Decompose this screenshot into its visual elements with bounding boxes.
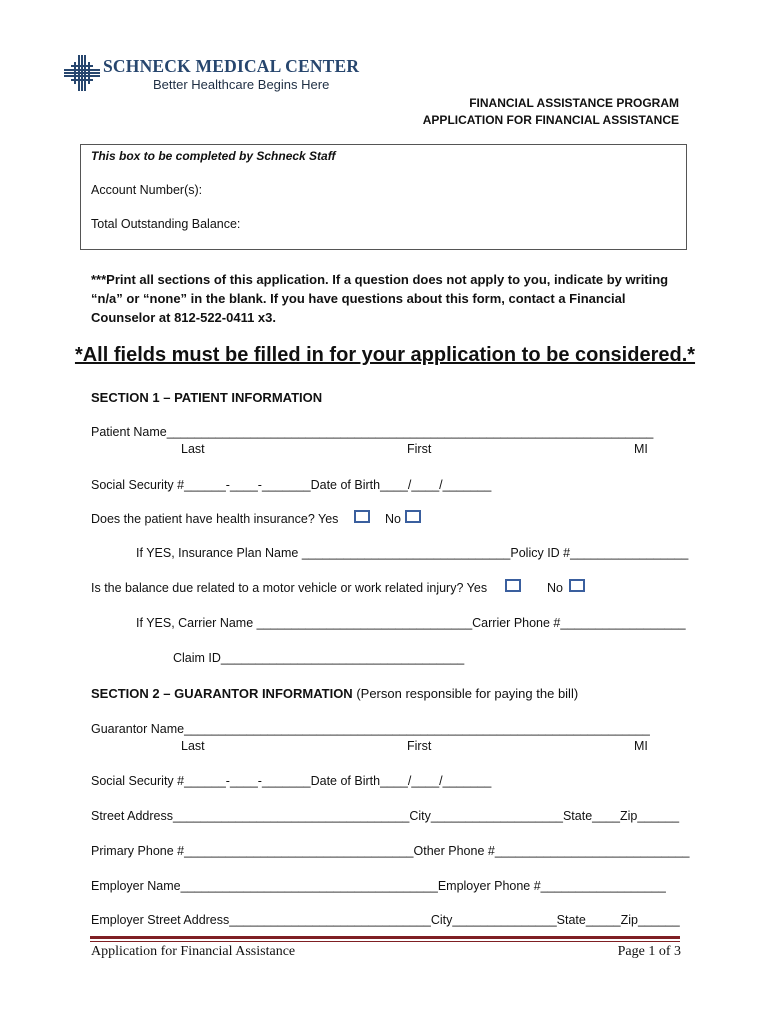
section1-title: SECTION 1 – PATIENT INFORMATION [91, 390, 323, 405]
outstanding-balance-label: Total Outstanding Balance: [91, 217, 241, 231]
medical-cross-logo-icon [63, 54, 101, 92]
patient-name-field[interactable]: Patient Name______________________________________________________________________ [91, 425, 654, 439]
street-address-field[interactable]: Street Address__________________________________City___________________State____Zip______ [91, 809, 680, 823]
guarantor-mi-caption: MI [634, 739, 648, 753]
injury-no-label: No [547, 581, 563, 595]
guarantor-first-caption: First [407, 739, 432, 753]
guarantor-last-caption: Last [181, 739, 205, 753]
guarantor-name-field[interactable]: Guarantor Name___________________________________________________________________ [91, 722, 650, 736]
health-insurance-question: Does the patient have health insurance? Yes [91, 512, 339, 526]
program-title: FINANCIAL ASSISTANCE PROGRAM [469, 96, 679, 110]
insurance-no-label: No [385, 512, 401, 526]
injury-yes-checkbox[interactable] [505, 579, 521, 592]
carrier-name-phone-field[interactable]: If YES, Carrier Name _______________________________Carrier Phone #__________________ [136, 616, 686, 630]
employer-field[interactable]: Employer Name_____________________________________Employer Phone #__________________ [91, 879, 666, 893]
footer-rule-thin [90, 941, 680, 942]
injury-no-checkbox[interactable] [569, 579, 585, 592]
claim-id-field[interactable]: Claim ID___________________________________ [173, 651, 465, 665]
employer-address-field[interactable]: Employer Street Address_____________________________City_______________State_____Zip______ [91, 913, 680, 927]
application-title: APPLICATION FOR FINANCIAL ASSISTANCE [422, 113, 679, 127]
patient-ssn-dob-field[interactable]: Social Security #______-____-_______Date of Birth____/____/_______ [91, 478, 492, 492]
staff-box-title: This box to be completed by Schneck Staff [91, 149, 336, 163]
footer-rule-thick [90, 936, 680, 939]
insurance-plan-policy-field[interactable]: If YES, Insurance Plan Name ______________________________Policy ID #_________________ [136, 546, 689, 560]
instructions-paragraph: ***Print all sections of this application. If a question does not apply to you, indicate by writing “n/a” or “none” in the blank. If you have questions about this form, contact a Financial Counselor at 812-522-0411 x3. [91, 272, 669, 325]
guarantor-ssn-dob-field[interactable]: Social Security #______-____-_______Date of Birth____/____/_______ [91, 774, 492, 788]
middle-initial-caption: MI [634, 442, 648, 456]
required-fields-notice: *All fields must be filled in for your application to be considered.* [74, 344, 696, 366]
last-name-caption: Last [181, 442, 205, 456]
phone-numbers-field[interactable]: Primary Phone #_________________________________Other Phone #____________________________ [91, 844, 690, 858]
injury-question: Is the balance due related to a motor vehicle or work related injury? Yes [91, 581, 488, 595]
account-number-label: Account Number(s): [91, 183, 203, 197]
organization-name: SCHNECK MEDICAL CENTER [103, 56, 360, 76]
organization-tagline: Better Healthcare Begins Here [153, 77, 330, 92]
section2-subtitle: (Person responsible for paying the bill) [356, 686, 579, 701]
insurance-no-checkbox[interactable] [405, 510, 421, 523]
first-name-caption: First [407, 442, 432, 456]
page-number: Page 1 of 3 [617, 944, 681, 959]
section2-title: SECTION 2 – GUARANTOR INFORMATION [91, 686, 353, 701]
footer-document-title: Application for Financial Assistance [91, 944, 296, 959]
section2-heading [91, 686, 578, 701]
insurance-yes-checkbox[interactable] [354, 510, 370, 523]
